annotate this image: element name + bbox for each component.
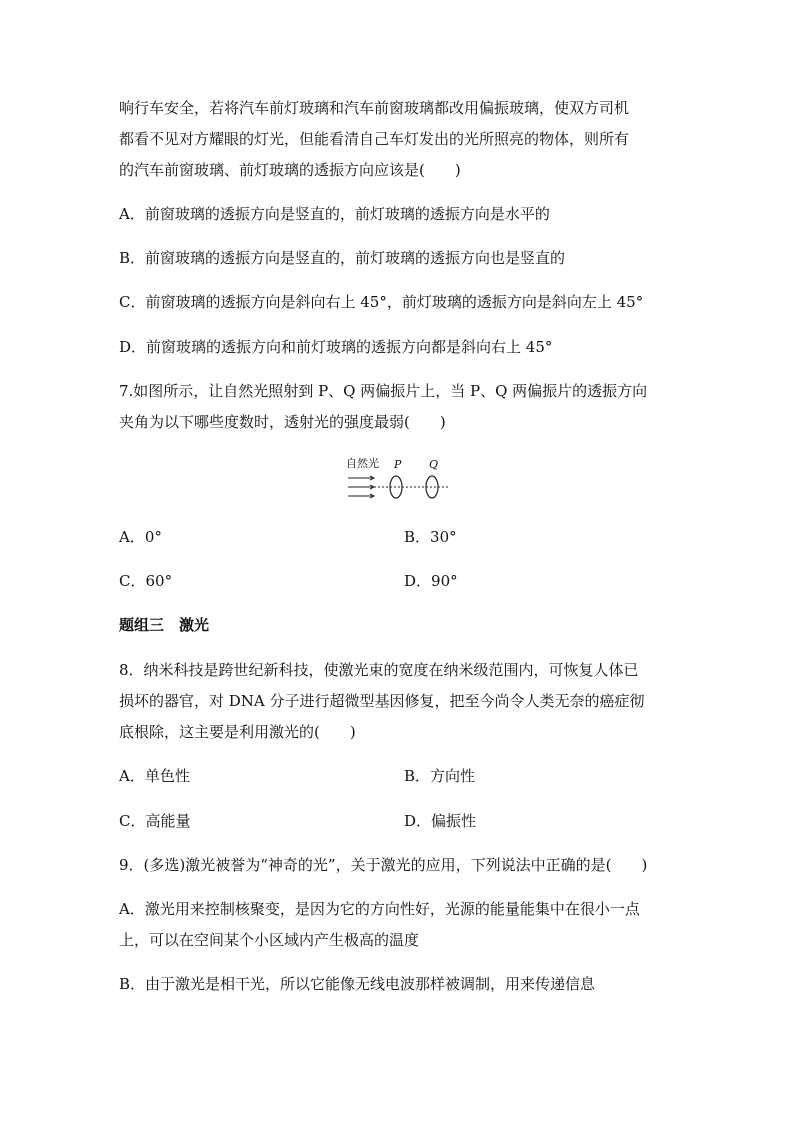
q7-stem-line-2: 夹角为以下哪些度数时，透射光的强度最弱( ) xyxy=(119,413,446,431)
figure-label-p: P xyxy=(394,458,402,471)
section-title: 题组三 激光 xyxy=(119,616,210,634)
figure-label-natural-light: 自然光 xyxy=(346,457,379,470)
q7-option-a: A．0° xyxy=(119,528,162,546)
q6-option-d: D．前窗玻璃的透振方向和前灯玻璃的透振方向都是斜向右上 45° xyxy=(119,338,553,356)
light-ray-arrows xyxy=(348,476,374,498)
intro-line-1: 响行车安全，若将汽车前灯玻璃和汽车前窗玻璃都改用偏振玻璃，使双方司机 xyxy=(119,99,630,117)
q7-option-d: D．90° xyxy=(404,572,458,590)
q7-option-c: C．60° xyxy=(119,572,173,590)
q9-option-a-line-1: A．激光用来控制核聚变，是因为它的方向性好，光源的能量能集中在很小一点 xyxy=(119,900,640,918)
intro-line-2: 都看不见对方耀眼的灯光，但能看清自己车灯发出的光所照亮的物体，则所有 xyxy=(119,130,630,148)
q6-option-c: C．前窗玻璃的透振方向是斜向右上 45°，前灯玻璃的透振方向是斜向左上 45° xyxy=(119,293,644,311)
q8-stem-line-2: 损坏的器官，对 DNA 分子进行超微型基因修复，把至今尚令人类无奈的癌症彻 xyxy=(119,692,645,710)
figure-label-q: Q xyxy=(429,458,439,471)
q6-option-a: A．前窗玻璃的透振方向是竖直的，前灯玻璃的透振方向是水平的 xyxy=(119,205,550,223)
q8-stem-line-3: 底根除，这主要是利用激光的( ) xyxy=(119,723,356,741)
q8-stem-line-1: 8．纳米科技是跨世纪新科技，使激光束的宽度在纳米级范围内，可恢复人体已 xyxy=(119,661,639,679)
q9-stem: 9．(多选)激光被誉为“神奇的光”，关于激光的应用，下列说法中正确的是( ) xyxy=(119,856,648,874)
q6-option-b: B．前窗玻璃的透振方向是竖直的，前灯玻璃的透振方向也是竖直的 xyxy=(119,249,566,267)
intro-line-3: 的汽车前窗玻璃、前灯玻璃的透振方向应该是( ) xyxy=(119,161,461,179)
polarizer-figure xyxy=(344,455,454,503)
q7-option-b: B．30° xyxy=(404,528,457,546)
q8-option-b: B．方向性 xyxy=(404,767,476,785)
q8-option-c: C．高能量 xyxy=(119,812,191,830)
q9-option-b: B．由于激光是相干光，所以它能像无线电波那样被调制，用来传递信息 xyxy=(119,975,596,993)
q8-option-d: D．偏振性 xyxy=(404,812,477,830)
q9-option-a-line-2: 上，可以在空间某个小区域内产生极高的温度 xyxy=(119,931,420,949)
q8-option-a: A．单色性 xyxy=(119,767,190,785)
q7-stem-line-1: 7.如图所示，让自然光照射到 P、Q 两偏振片上，当 P、Q 两偏振片的透振方向 xyxy=(119,382,648,400)
